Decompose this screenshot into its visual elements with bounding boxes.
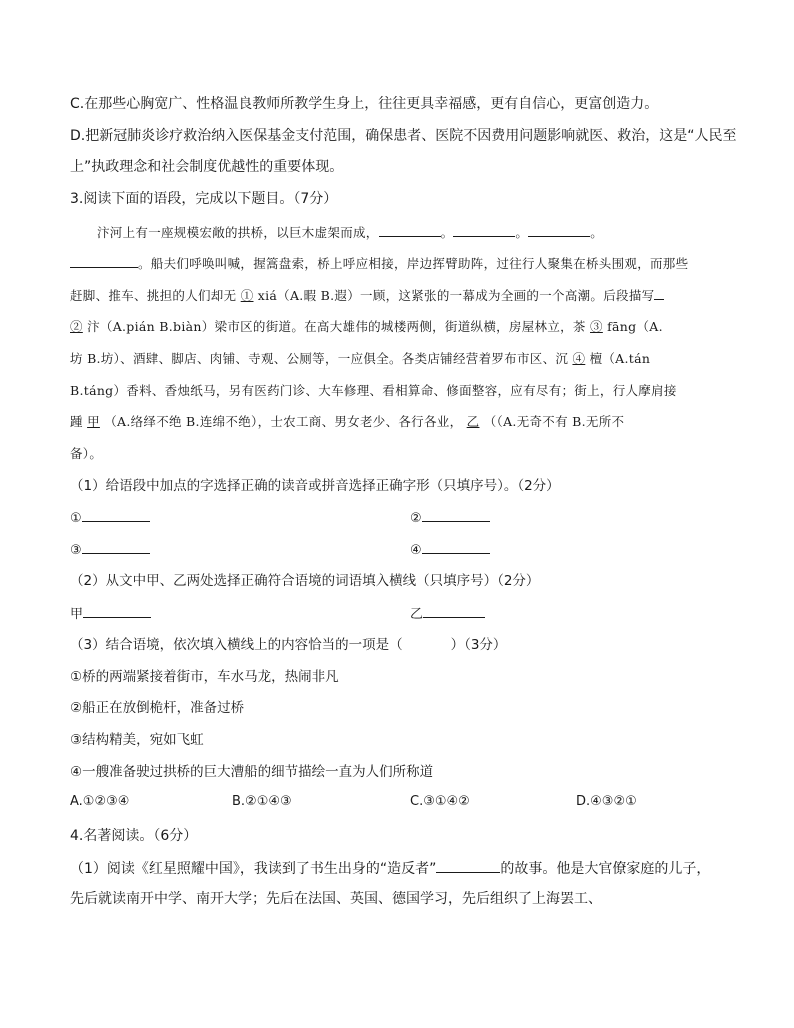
passage-line7: 踵 甲 （A.络绎不绝 B.连绵不绝），士农工商、男女老少、各行各业， 乙 （（A.无奇不有 B.无所不 [70,414,625,429]
answer-row-1: ① [70,507,150,526]
sentence-1: ①桥的两端紧接着街市，车水马龙，热闹非凡 [70,669,339,685]
passage-line6: B.táng）香料、香烛纸马，另有医药门诊、大车修理、看相算命、修面整容，应有尽有；街上，行人摩肩接 [70,383,677,398]
question-4-line1: （1）阅读《红星照耀中国》，我读到了书生出身的“造反者” 的故事。他是大官僚家庭的儿子， [70,858,710,879]
marker-jia: 甲 [87,414,100,429]
choice-a[interactable]: A.①②③④ [70,794,130,809]
sub-question-2: （2）从文中甲、乙两处选择正确符合语境的词语填入横线（只填序号）（2分） [70,573,540,589]
answer-row-2: ② [410,507,490,526]
answer-blank[interactable] [436,858,500,873]
question-3-title: 3.阅读下面的语段，完成以下题目。（7分） [70,191,338,207]
choice-b[interactable]: B.②①④③ [232,794,292,809]
answer-blank[interactable] [379,222,441,237]
answer-blank[interactable] [453,222,515,237]
question-4-title: 4.名著阅读。（6分） [70,828,198,844]
passage-line1: 汴河上有一座规模宏敞的拱桥，以巨木虚架而成， 。 。 。 [97,222,603,243]
passage-line3: 赶脚、推车、挑担的人们却无 ① xiá（A.暇 B.遐）一顾，这紧张的一幕成为全画的一个高潮。后段描写 [70,285,664,306]
passage-line2: 。船夫们呼唤叫喊，握篙盘索，桥上呼应相接，岸边挥臂助阵，过往行人聚集在桥头围观，而那些 [70,253,688,274]
sentence-3: ③结构精美，宛如飞虹 [70,732,204,748]
passage-line5: 坊 B.坊）、酒肆、脚店、肉铺、寺观、公厕等，一应俱全。各类店铺经营着罗布市区、沉 ④ 檀（A.tán [70,351,651,366]
choice-c[interactable]: C.③①④② [410,794,470,809]
answer-blank[interactable] [82,507,150,522]
answer-row-3: ③ [70,539,150,558]
answer-jia-row: 甲 [70,603,151,622]
passage-line8: 备）。 [70,446,103,461]
marker-3: ③ [590,319,603,334]
answer-row-4: ④ [410,539,490,558]
sentence-4: ④一艘准备驶过拱桥的巨大漕船的细节描绘一直为人们所称道 [70,764,434,780]
sub-question-1: （1）给语段中加点的字选择正确的读音或拼音选择正确字形（只填序号）。（2分） [70,478,560,494]
answer-blank[interactable] [422,539,490,554]
option-d-text-line2: 上”执政理念和社会制度优越性的重要体现。 [70,159,344,175]
passage-line4: ② 汴（A.pián B.biàn）梁市区的街道。在高大雄伟的城楼两侧，街道纵横，房屋林立，茶 ③ fāng（A. [70,319,663,334]
marker-2: ② [70,319,83,334]
choice-d[interactable]: D.④③②① [576,794,637,809]
question-4-line2: 先后就读南开中学、南开大学；先后在法国、英国、德国学习，先后组织了上海罢工、 [70,891,602,907]
marker-yi: 乙 [466,414,480,429]
answer-blank[interactable] [70,253,138,268]
answer-blank[interactable] [83,603,151,618]
marker-4: ④ [572,351,586,366]
answer-blank[interactable] [422,507,490,522]
answer-blank[interactable] [528,222,590,237]
option-d-text-line1: D.把新冠肺炎诊疗救治纳入医保基金支付范围，确保患者、医院不因费用问题影响就医、救治，这是“人民至 [70,128,737,144]
answer-yi-row: 乙 [410,603,485,622]
sentence-2: ②船正在放倒桅杆，准备过桥 [70,700,245,716]
answer-blank[interactable] [82,539,150,554]
option-c-text: C.在那些心胸宽广、性格温良教师所教学生身上，往往更具幸福感，更有自信心，更富创造力。 [70,96,659,112]
marker-1: ① [240,288,254,303]
sub-question-3: （3）结合语境，依次填入横线上的内容恰当的一项是（ ）（3分） [70,637,507,653]
answer-blank[interactable] [423,603,485,618]
